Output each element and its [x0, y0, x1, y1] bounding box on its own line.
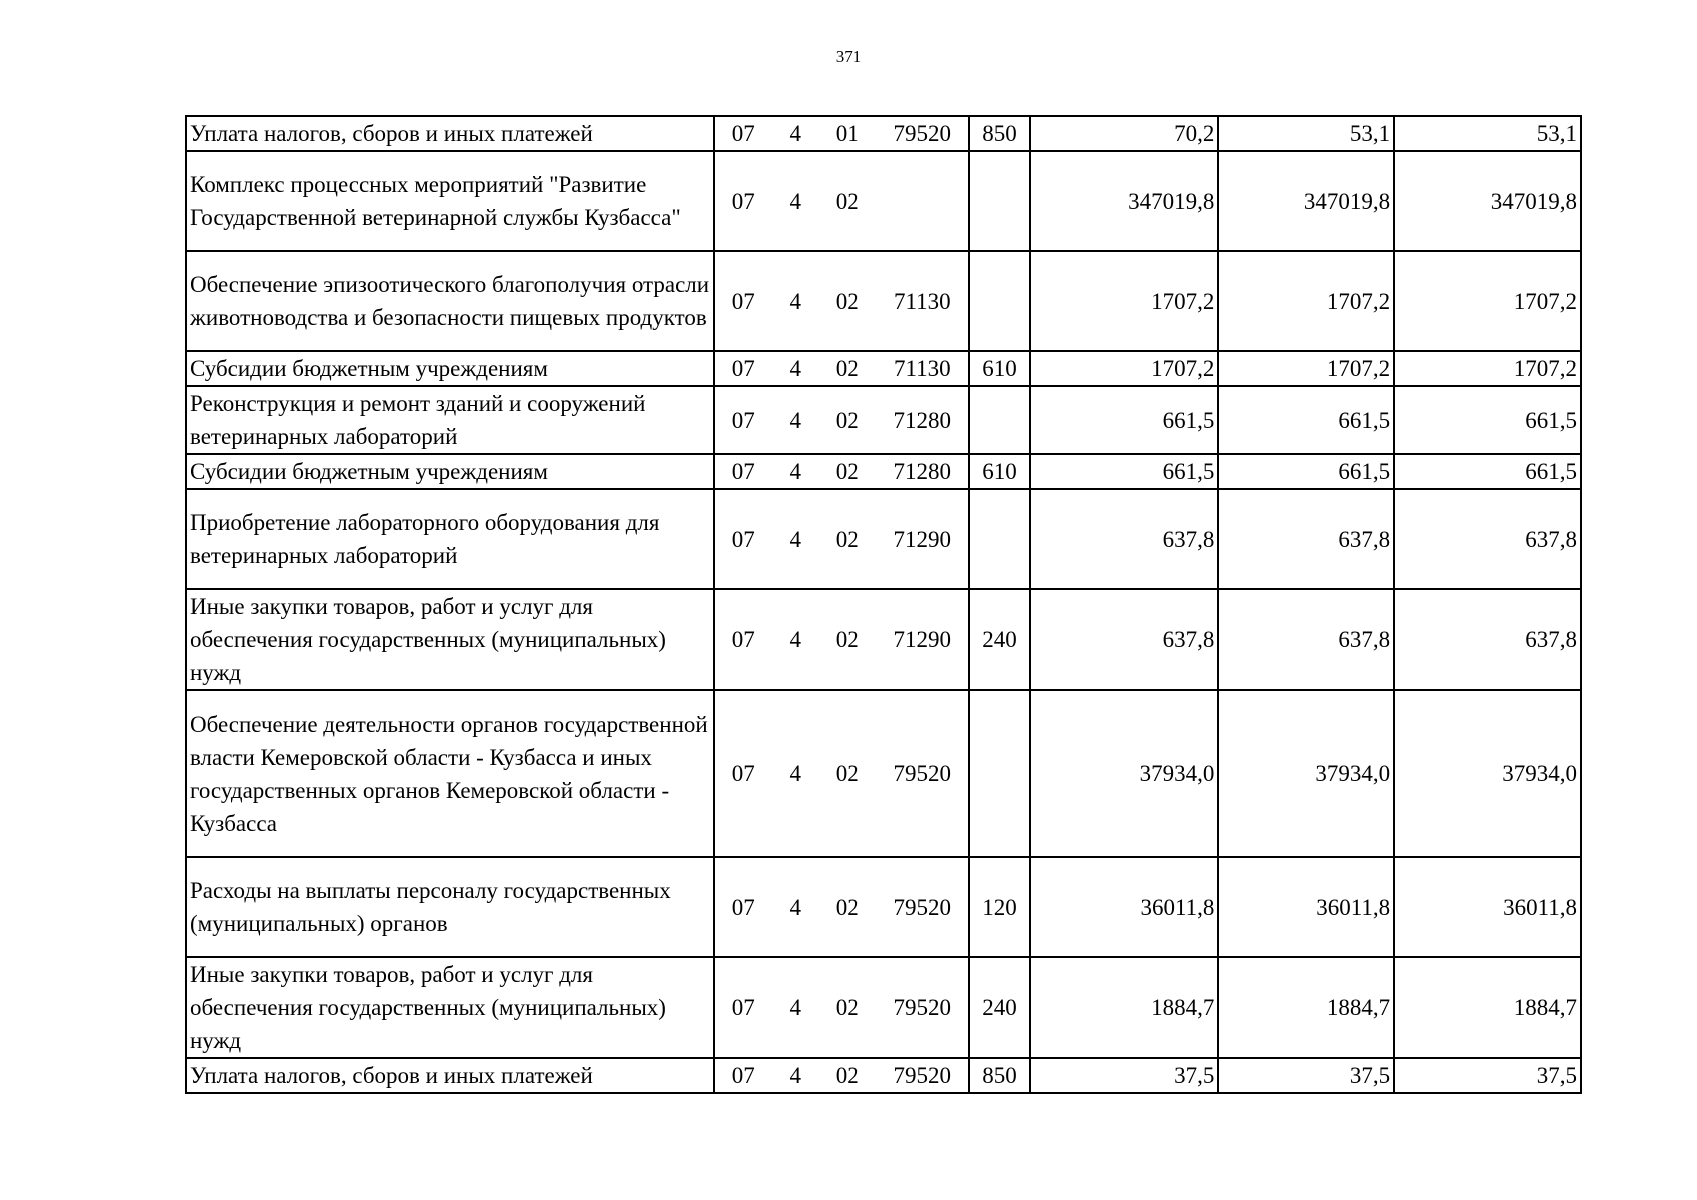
subprogram-code: 01 — [835, 121, 859, 146]
direction-code: 79520 — [893, 894, 952, 920]
table-row — [186, 351, 1581, 386]
classification-codes — [718, 285, 965, 318]
direction-code: 79520 — [893, 121, 952, 146]
row-name-cell: Уплата налогов, сборов и иных платежей — [186, 1058, 714, 1093]
classification-codes — [718, 455, 965, 488]
amount-year-3-cell: 53,1 — [1394, 116, 1581, 151]
amount-year-2-cell: 1707,2 — [1218, 351, 1394, 386]
page-number: 371 — [835, 47, 862, 66]
program-code: 4 — [789, 894, 802, 920]
budget-table-body — [186, 116, 1581, 1093]
classification-code-cell — [714, 857, 969, 957]
subprogram-code: 02 — [835, 188, 859, 214]
subprogram-code: 02 — [835, 894, 859, 920]
amount-year-3-cell: 37,5 — [1394, 1058, 1581, 1093]
program-code: 4 — [789, 288, 802, 314]
amount-year-2-cell: 1884,7 — [1218, 957, 1394, 1058]
direction-code: 79520 — [893, 995, 952, 1020]
classification-codes — [718, 991, 965, 1024]
table-row — [186, 454, 1581, 489]
amount-year-2-cell: 37,5 — [1218, 1058, 1394, 1093]
row-name-cell: Иные закупки товаров, работ и услуг для обеспечения государственных (муниципальных) нужд — [186, 957, 714, 1058]
row-name-cell: Расходы на выплаты персоналу государственных (муниципальных) органов — [186, 857, 714, 957]
classification-code-cell — [714, 251, 969, 351]
table-row — [186, 857, 1581, 957]
amount-year-1-cell: 1884,7 — [1030, 957, 1219, 1058]
section-code: 07 — [731, 995, 755, 1020]
amount-year-3-cell: 637,8 — [1394, 489, 1581, 589]
classification-codes — [718, 523, 965, 556]
amount-year-1-cell: 37,5 — [1030, 1058, 1219, 1093]
amount-year-3-cell: 637,8 — [1394, 589, 1581, 690]
program-code: 4 — [789, 407, 802, 433]
expense-type-code-cell: 240 — [969, 589, 1029, 690]
amount-year-2-cell: 347019,8 — [1218, 151, 1394, 251]
amount-year-1-cell: 637,8 — [1030, 589, 1219, 690]
row-name-cell: Приобретение лабораторного оборудования для ветеринарных лабораторий — [186, 489, 714, 589]
classification-code-cell — [714, 151, 969, 251]
amount-year-1-cell: 1707,2 — [1030, 251, 1219, 351]
amount-year-1-cell: 661,5 — [1030, 386, 1219, 454]
classification-code-cell — [714, 386, 969, 454]
amount-year-2-cell: 1707,2 — [1218, 251, 1394, 351]
amount-year-3-cell: 1707,2 — [1394, 251, 1581, 351]
table-row — [186, 116, 1581, 151]
program-code: 4 — [789, 627, 802, 652]
amount-year-1-cell: 661,5 — [1030, 454, 1219, 489]
program-code: 4 — [789, 1063, 802, 1088]
row-name-cell: Реконструкция и ремонт зданий и сооружений ветеринарных лабораторий — [186, 386, 714, 454]
classification-codes — [718, 404, 965, 437]
table-row — [186, 386, 1581, 454]
section-code: 07 — [731, 627, 755, 652]
table-row — [186, 489, 1581, 589]
expense-type-code-cell — [969, 251, 1029, 351]
amount-year-3-cell: 37934,0 — [1394, 690, 1581, 857]
expense-type-code-cell: 850 — [969, 1058, 1029, 1093]
classification-code-cell — [714, 116, 969, 151]
amount-year-2-cell: 36011,8 — [1218, 857, 1394, 957]
subprogram-code: 02 — [835, 407, 859, 433]
section-code: 07 — [731, 288, 755, 314]
amount-year-2-cell: 661,5 — [1218, 454, 1394, 489]
expense-type-code-cell — [969, 386, 1029, 454]
section-code: 07 — [731, 459, 755, 484]
section-code: 07 — [731, 894, 755, 920]
subprogram-code: 02 — [835, 459, 859, 484]
expense-type-code-cell — [969, 489, 1029, 589]
amount-year-3-cell: 661,5 — [1394, 454, 1581, 489]
table-row — [186, 957, 1581, 1058]
expense-type-code-cell: 610 — [969, 351, 1029, 386]
classification-code-cell — [714, 351, 969, 386]
amount-year-2-cell: 37934,0 — [1218, 690, 1394, 857]
expense-type-code-cell: 120 — [969, 857, 1029, 957]
program-code: 4 — [789, 459, 802, 484]
amount-year-2-cell: 637,8 — [1218, 489, 1394, 589]
amount-year-3-cell: 1884,7 — [1394, 957, 1581, 1058]
table-row — [186, 251, 1581, 351]
row-name-cell: Субсидии бюджетным учреждениям — [186, 454, 714, 489]
expense-type-code-cell — [969, 151, 1029, 251]
direction-code: 79520 — [893, 761, 952, 786]
expense-type-code-cell — [969, 690, 1029, 857]
expense-type-code-cell: 240 — [969, 957, 1029, 1058]
program-code: 4 — [789, 121, 802, 146]
subprogram-code: 02 — [835, 288, 859, 314]
expense-type-code-cell: 610 — [969, 454, 1029, 489]
expense-type-code-cell: 850 — [969, 116, 1029, 151]
direction-code: 71290 — [893, 526, 952, 552]
amount-year-3-cell: 1707,2 — [1394, 351, 1581, 386]
table-row — [186, 690, 1581, 857]
row-name-cell: Субсидии бюджетным учреждениям — [186, 351, 714, 386]
direction-code: 71280 — [893, 459, 952, 484]
classification-codes — [718, 185, 965, 218]
amount-year-1-cell: 637,8 — [1030, 489, 1219, 589]
classification-codes — [718, 891, 965, 924]
section-code: 07 — [731, 526, 755, 552]
row-name-cell: Обеспечение деятельности органов государственной власти Кемеровской области - Кузбасса и иных государственных органов Кемеровской области - Кузбасса — [186, 690, 714, 857]
classification-code-cell — [714, 957, 969, 1058]
row-name-cell: Иные закупки товаров, работ и услуг для обеспечения государственных (муниципальных) нужд — [186, 589, 714, 690]
direction-code: 71130 — [893, 288, 951, 314]
classification-codes — [718, 757, 965, 790]
program-code: 4 — [789, 526, 802, 552]
amount-year-3-cell: 36011,8 — [1394, 857, 1581, 957]
table-row — [186, 589, 1581, 690]
program-code: 4 — [789, 356, 802, 381]
subprogram-code: 02 — [835, 1063, 859, 1088]
amount-year-3-cell: 661,5 — [1394, 386, 1581, 454]
table-row — [186, 151, 1581, 251]
subprogram-code: 02 — [835, 995, 859, 1020]
amount-year-2-cell: 637,8 — [1218, 589, 1394, 690]
amount-year-1-cell: 1707,2 — [1030, 351, 1219, 386]
amount-year-1-cell: 347019,8 — [1030, 151, 1219, 251]
direction-code: 71130 — [893, 356, 951, 381]
section-code: 07 — [731, 121, 755, 146]
row-name-cell: Уплата налогов, сборов и иных платежей — [186, 116, 714, 151]
row-name-cell: Комплекс процессных мероприятий "Развитие Государственной ветеринарной службы Кузбасса" — [186, 151, 714, 251]
program-code: 4 — [789, 188, 802, 214]
classification-codes — [718, 117, 965, 150]
amount-year-1-cell: 36011,8 — [1030, 857, 1219, 957]
program-code: 4 — [789, 995, 802, 1020]
classification-codes — [718, 352, 965, 385]
table-row — [186, 1058, 1581, 1093]
section-code: 07 — [731, 356, 755, 381]
subprogram-code: 02 — [835, 526, 859, 552]
classification-codes — [718, 1059, 965, 1092]
classification-codes — [718, 623, 965, 656]
classification-code-cell — [714, 589, 969, 690]
row-name-cell: Обеспечение эпизоотического благополучия отрасли животноводства и безопасности пищевых продуктов — [186, 251, 714, 351]
direction-code: 71290 — [893, 627, 952, 652]
budget-table — [185, 115, 1582, 1094]
classification-code-cell — [714, 489, 969, 589]
subprogram-code: 02 — [835, 627, 859, 652]
section-code: 07 — [731, 407, 755, 433]
classification-code-cell — [714, 690, 969, 857]
direction-code: 71280 — [893, 407, 952, 433]
classification-code-cell — [714, 454, 969, 489]
subprogram-code: 02 — [835, 356, 859, 381]
section-code: 07 — [731, 761, 755, 786]
amount-year-2-cell: 53,1 — [1218, 116, 1394, 151]
amount-year-2-cell: 661,5 — [1218, 386, 1394, 454]
amount-year-3-cell: 347019,8 — [1394, 151, 1581, 251]
amount-year-1-cell: 70,2 — [1030, 116, 1219, 151]
classification-code-cell — [714, 1058, 969, 1093]
subprogram-code: 02 — [835, 761, 859, 786]
section-code: 07 — [731, 188, 755, 214]
amount-year-1-cell: 37934,0 — [1030, 690, 1219, 857]
direction-code: 79520 — [893, 1063, 952, 1088]
section-code: 07 — [731, 1063, 755, 1088]
program-code: 4 — [789, 761, 802, 786]
